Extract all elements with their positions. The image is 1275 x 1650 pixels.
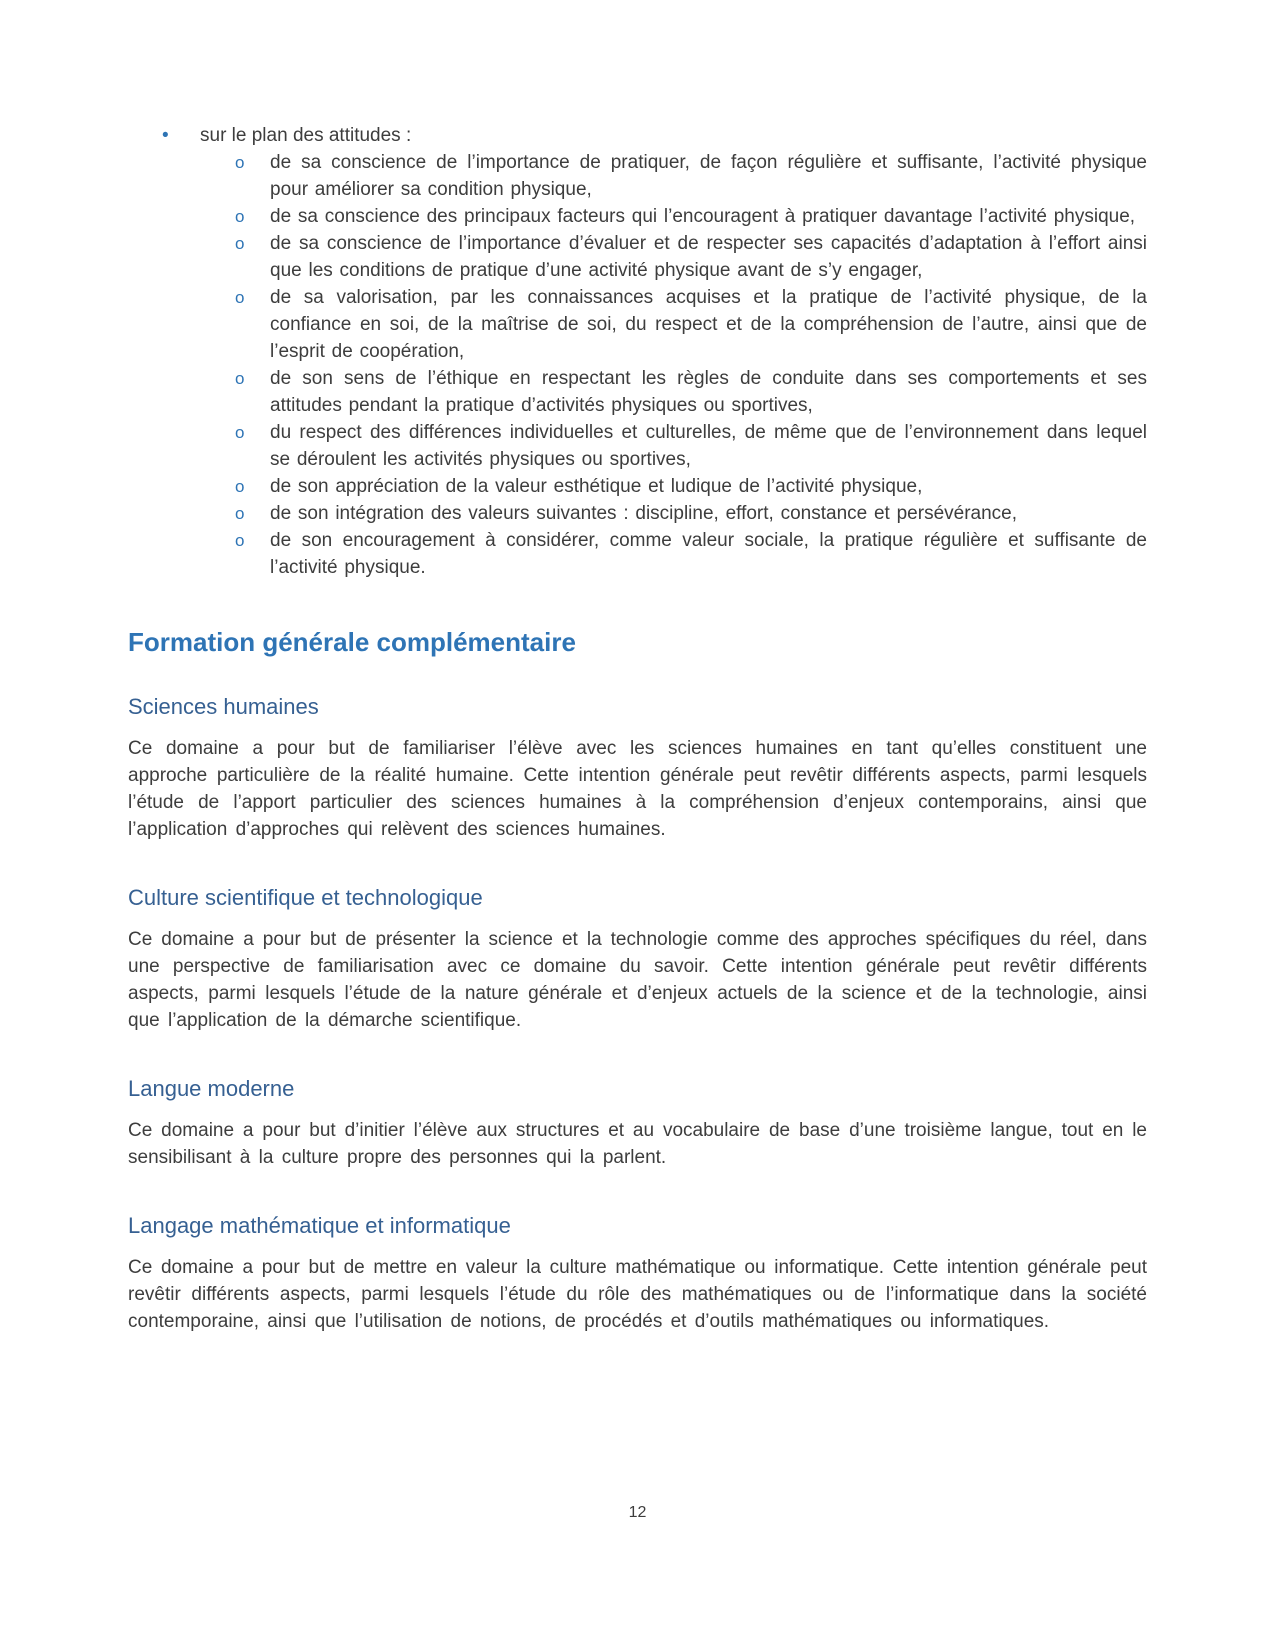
attitudes-list xyxy=(128,122,1147,581)
list-item-text: de son intégration des valeurs suivantes : discipline, effort, constance et persévérance, xyxy=(270,503,1018,524)
list-item-text: de son encouragement à considérer, comme valeur sociale, la pratique régulière et suffisante de l’activité physique. xyxy=(270,530,1147,578)
list-item xyxy=(128,284,1147,365)
list-item xyxy=(128,527,1147,581)
list-item-text: de sa valorisation, par les connaissances acquises et la pratique de l’activité physique, de la confiance en soi, de la maîtrise de soi, du respect et de la compréhension de l’autre, ainsi que de l’esprit de coopération, xyxy=(270,287,1147,362)
sub-bullet-marker: o xyxy=(235,369,245,388)
sub-bullet-marker: o xyxy=(235,423,245,442)
subsection-heading-langage-mathematique: Langage mathématique et informatique xyxy=(128,1213,511,1238)
list-item xyxy=(128,230,1147,284)
subsection-heading-sciences-humaines: Sciences humaines xyxy=(128,694,319,719)
sub-bullet-marker: o xyxy=(235,234,245,253)
bullet-marker: • xyxy=(162,125,169,146)
list-item-text: de sa conscience de l’importance d’évaluer et de respecter ses capacités d’adaptation à l’effort ainsi que les conditions de pratique d’une activité physique avant de s’y engager, xyxy=(270,233,1147,281)
list-item xyxy=(128,203,1147,230)
sub-bullet-marker: o xyxy=(235,207,245,226)
sub-bullet-marker: o xyxy=(235,153,245,172)
subsection-body-langage-mathematique: Ce domaine a pour but de mettre en valeur la culture mathématique ou informatique. Cette intention générale peut revêtir différents aspects, parmi lesquels l’étude du rôle des mathématiques ou de l’informatique dans la société contemporaine, ainsi que l’utilisation de notions, de procédés et d’outils mathématiques ou informatiques. xyxy=(128,1257,1147,1332)
sub-bullet-marker: o xyxy=(235,288,245,307)
list-item xyxy=(128,365,1147,419)
list-item xyxy=(128,149,1147,203)
subsection-body-culture-scientifique: Ce domaine a pour but de présenter la science et la technologie comme des approches spécifiques du réel, dans une perspective de familiarisation avec ce domaine du savoir. Cette intention générale peut revêtir différents aspects, parmi lesquels l’étude de la nature générale et d’enjeux actuels de la science et de la technologie, ainsi que l’application de la démarche scientifique. xyxy=(128,929,1147,1031)
list-item-text: de sa conscience de l’importance de pratiquer, de façon régulière et suffisante, l’activité physique pour améliorer sa condition physique, xyxy=(270,152,1147,200)
subsection-body-langue-moderne: Ce domaine a pour but d’initier l’élève aux structures et au vocabulaire de base d’une troisième langue, tout en le sensibilisant à la culture propre des personnes qui la parlent. xyxy=(128,1120,1147,1168)
subsection-heading-culture-scientifique: Culture scientifique et technologique xyxy=(128,885,483,910)
list-item xyxy=(128,419,1147,473)
sub-bullet-marker: o xyxy=(235,504,245,523)
list-title: sur le plan des attitudes : xyxy=(200,125,412,146)
subsection-heading-langue-moderne: Langue moderne xyxy=(128,1076,295,1101)
section-heading: Formation générale complémentaire xyxy=(128,627,576,657)
list-item-text: de son sens de l’éthique en respectant les règles de conduite dans ses comportements et ses attitudes pendant la pratique d’activités physiques ou sportives, xyxy=(270,368,1147,416)
list-item xyxy=(128,473,1147,500)
list-title-row xyxy=(128,122,1147,149)
page-number: 12 xyxy=(628,1504,647,1521)
sub-bullet-marker: o xyxy=(235,477,245,496)
list-item-text: de sa conscience des principaux facteurs qui l’encouragent à pratiquer davantage l’activité physique, xyxy=(270,206,1136,227)
list-item-text: du respect des différences individuelles et culturelles, de même que de l’environnement dans lequel se déroulent les activités physiques ou sportives, xyxy=(270,422,1147,470)
subsection-body-sciences-humaines: Ce domaine a pour but de familiariser l’élève avec les sciences humaines en tant qu’elles constituent une approche particulière de la réalité humaine. Cette intention générale peut revêtir différents aspects, parmi lesquels l’étude de l’apport particulier des sciences humaines à la compréhension d’enjeux contemporains, ainsi que l’application d’approches qui relèvent des sciences humaines. xyxy=(128,738,1147,840)
list-item-text: de son appréciation de la valeur esthétique et ludique de l’activité physique, xyxy=(270,476,923,497)
list-item xyxy=(128,500,1147,527)
sub-bullet-marker: o xyxy=(235,531,245,550)
